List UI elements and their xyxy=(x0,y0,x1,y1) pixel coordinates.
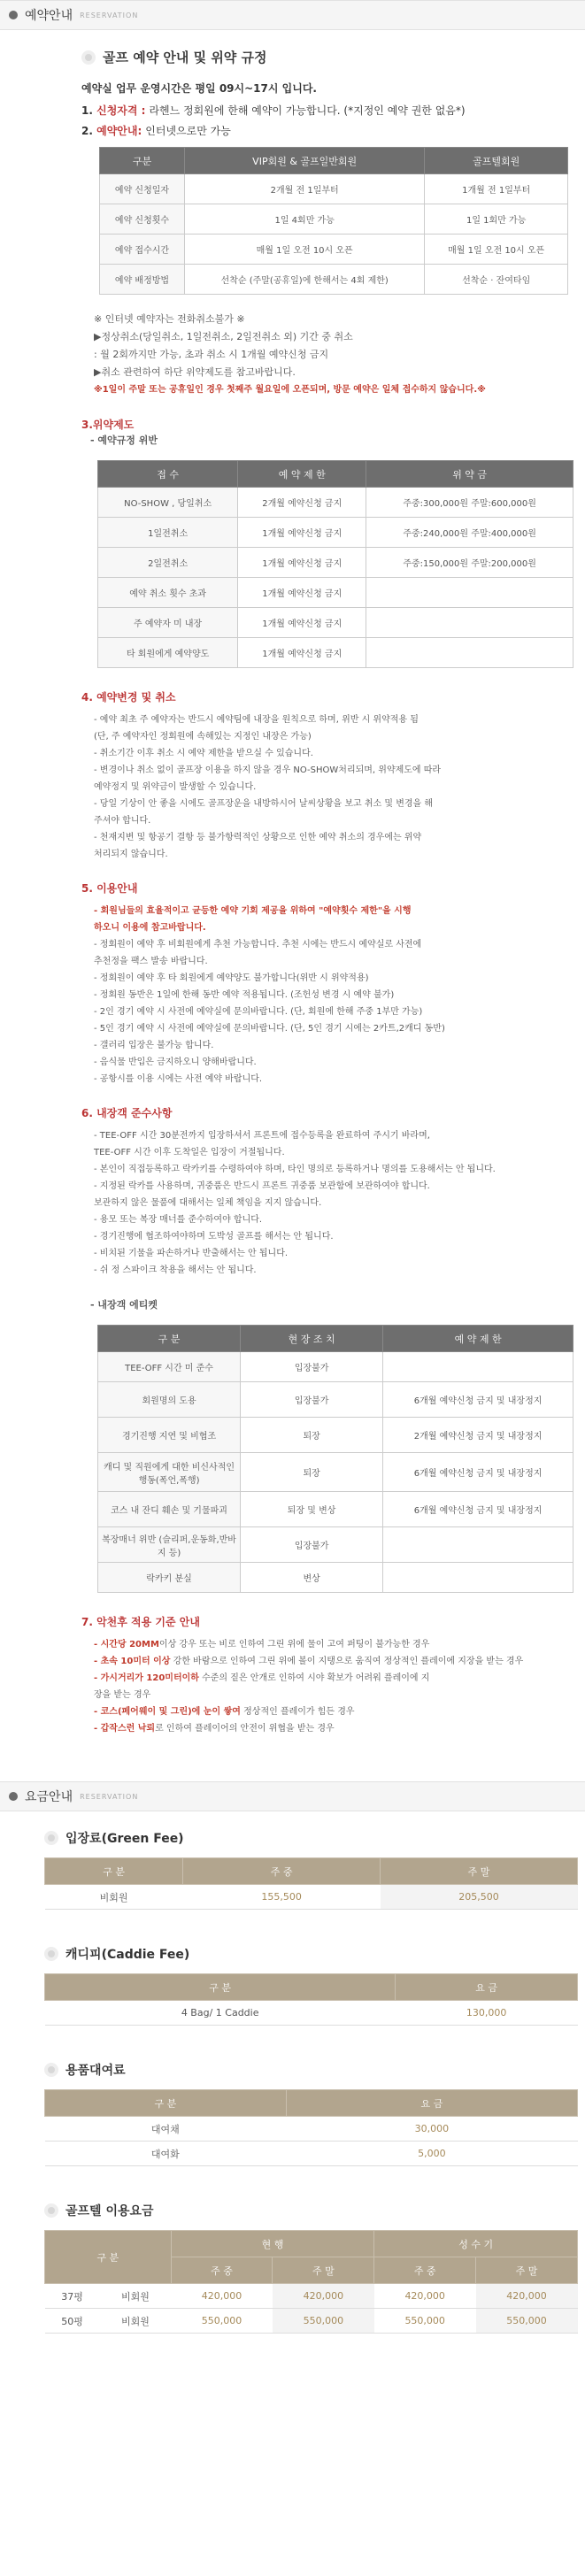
rental-table: 구 분 요 금 대여채 30,000 대여화 5,000 xyxy=(44,2089,578,2166)
section-icon xyxy=(9,11,18,19)
table-row: 예약 신청횟수 1일 4회만 가능 1일 1회만 가능 xyxy=(100,204,568,235)
table-row: 대여채 30,000 xyxy=(45,2117,578,2142)
section-1: 1. 신청자격 : 라헨느 정회원에 한해 예약이 가능합니다. (*지정인 예약 권한 없음*) xyxy=(81,104,466,117)
section-2: 2. 예약안내: 인터넷으로만 가능 xyxy=(81,124,231,137)
section-6-text: - TEE-OFF 시간 30분전까지 입장하셔서 프론트에 접수등록을 완료하여 주시기 바라며, TEE-OFF 시간 이후 도착일은 입장이 거절됩니다. - 본인이 직접등록하고 락카키를 수령하여야 하며, 타인 명의로 등록하거나 명의를 도용해서는 안 됩니다. - 지정된 락카를 사용하며, 귀중품은 반드시 프론트 귀중품 보관함에 보관하여야 합니다. 보관하지 않은 물품에 대해서는 일체 책임을 지지 않습니다. - 용모 또는 복장 매너를 준수하여야 합니다. - 경기진행에 협조하여야하며 도박성 골프를 해서는 안 됩니다. - 비치된 기물을 파손하거나 반출해서는 안 됩니다. - 쉬 정 스파이크 착용을 해서는 안 됩니다. xyxy=(94,1131,496,1275)
section-5-text: - 회원님들의 효율적이고 균등한 예약 기회 제공을 위하여 "예약횟수 제한"을 시행 하오니 이용에 참고바랍니다. - 정회원이 예약 후 비회원에게 추천 가능합니다. 추천 시에는 반드시 예약실로 사전에 추천정을 팩스 발송 바랍니다. - 정회원이 예약 후 타 회원에게 예약양도 불가합니다(위반 시 위약적용) - 정회원 동반은 1일에 한해 동반 예약 적용됩니다. (조헌성 변경 시 예약 불가) - 2인 경기 예약 시 사전에 예약실에 문의바랍니다. (단, 회원에 한해 주중 1부만 가능) - 5인 경기 예약 시 사전에 예약실에 문의바랍니다. (단, 5인 경기 시에는 2카트,2캐디 동반) - 갤러리 입장은 불가능 합니다. - 음식물 반입은 금지하오니 양해바랍니다. - 공항시를 이용 시에는 사전 예약 바랍니다. xyxy=(94,906,445,1084)
section-6: 6. 내장객 준수사항 xyxy=(81,1107,173,1119)
section-3-sub: - 예약규정 위반 xyxy=(90,434,158,446)
booking-notes: ※ 인터넷 예약자는 전화취소불가 ※ ▶정상취소(당일취소, 1일전취소, 2일전취소 외) 기간 중 취소 : 월 2회까지만 가능, 초과 취소 시 1개월 예약신청 금지 ▶취소 관련하여 하단 위약제도를 참고바랍니다. ※1일이 주말 또는 공휴일인 경우 첫째주 월요일에 오픈되며, 방문 예약은 일체 접수하지 않습니다.※ xyxy=(94,313,486,395)
table-row: 비회원 155,500 205,500 xyxy=(45,1885,578,1910)
th: 구분 xyxy=(100,148,185,174)
caddie-fee-section: 캐디피(Caddie Fee) 구 분 요 금 4 Bag/ 1 Caddie 130,000 xyxy=(0,1927,585,2043)
green-fee-table: 구 분 주 중 주 말 비회원 155,500 205,500 xyxy=(44,1857,578,1910)
reservation-section-header xyxy=(0,0,585,30)
table-row: NO-SHOW , 당일취소 2개월 예약신청 금지 주중:300,000원 주말:600,000원 xyxy=(98,488,573,518)
table-row: 캐디 및 직원에게 대한 비신사적인 행동(폭언,폭행) 퇴장 6개월 예약신청 금지 및 내장정지 xyxy=(98,1453,573,1492)
table-row: 2일전취소 1개월 예약신청 금지 주중:150,000원 주말:200,000원 xyxy=(98,548,573,578)
th: 골프텔회원 xyxy=(425,148,568,174)
green-fee-section: 입장료(Green Fee) 구 분 주 중 주 말 비회원 155,500 205,500 xyxy=(0,1811,585,1927)
section-4-text: - 예약 최초 주 예약자는 반드시 예약팀에 내장을 원칙으로 하며, 위반 시 위약적용 됨 (단, 주 예약자인 정회원에 속해있는 지정인 내장은 가능) - 취소기간 이후 취소 시 예약 제한을 받으실 수 있습니다. - 변경이나 취소 없이 골프장 이용을 하지 않을 경우 NO-SHOW처리되며, 위약제도에 따라 예약정지 및 위약금이 발생할 수 있습니다. - 당일 기상이 안 좋을 시에도 골프장운을 내방하시어 날씨상황을 보고 취소 및 변경을 해 주셔야 합니다. - 천재지변 및 항공기 결항 등 불가항력적인 상황으로 인한 예약 취소의 경우에는 위약 처리되지 않습니다. xyxy=(94,715,442,859)
table-row: TEE-OFF 시간 미 준수 입장불가 xyxy=(98,1352,573,1382)
table-row: 예약 배정방법 선착순 (주말(공휴일)에 한해서는 4회 제한) 선착순 · 잔여타임 xyxy=(100,265,568,295)
section-5: 5. 이용안내 xyxy=(81,882,138,895)
circle-bullet-icon xyxy=(81,50,96,65)
etiquette-table: 구 분 현 장 조 치 예 약 제 한 TEE-OFF 시간 미 준수 입장불가 회원명의 도용 입장불가 6개월 예약신청 금지 및 내장정지 경기진행 지연 및 비협조 퇴장 2개월 예약신청 금지 및 내장정지 캐디 및 직원에게 대한 비신사적인 행동(폭언,폭행) 퇴장 6개월 예약신청 금지 및 내장정지 코스 내 잔디 훼손 및 기물파괴 퇴장 및 변상 6개월 예약신청 금지 및 내장정지 복장매너 위반 (슬리퍼,운동화,반바지 등) 입장불가 락카키 분실 변상 xyxy=(97,1325,573,1593)
section-7: 7. 악천후 적용 기준 안내 xyxy=(81,1616,200,1628)
th: VIP회원 & 골프일반회원 xyxy=(185,148,425,174)
table-row: 주 예약자 미 내장 1개월 예약신청 금지 xyxy=(98,608,573,638)
table-row: 타 회원에게 예약양도 1개월 예약신청 금지 xyxy=(98,638,573,668)
section-6-sub: - 내장객 에티켓 xyxy=(90,1299,158,1311)
circle-bullet-icon xyxy=(44,2063,58,2077)
section-4: 4. 예약변경 및 취소 xyxy=(81,691,176,704)
table-row: 회원명의 도용 입장불가 6개월 예약신청 금지 및 내장정지 xyxy=(98,1382,573,1418)
office-hours: 예약실 업무 운영시간은 평일 09시~17시 입니다. xyxy=(81,82,317,95)
table-row: 예약 취소 횟수 초과 1개월 예약신청 금지 xyxy=(98,578,573,608)
booking-table xyxy=(99,147,568,295)
caddie-fee-table: 구 분 요 금 4 Bag/ 1 Caddie 130,000 xyxy=(44,1973,578,2026)
circle-bullet-icon xyxy=(44,2203,58,2218)
section-7-text: - 시간당 20MM이상 강우 또는 비로 인하여 그린 위에 물이 고여 퍼팅이 불가능한 경우 - 초속 10미터 이상 강한 바람으로 인하여 그린 위에 볼이 지탱으로 움직여 정상적인 플레이에 지장을 받는 경우 - 가시거리가 120미터이하 수준의 짙은 안개로 인하여 시야 확보가 어려워 플레이에 지 장을 받는 경우 - 코스(페어웨이 및 그린)에 눈이 쌓여 정상적인 플레이가 힘든 경우 - 갑작스런 낙뢰로 인하여 플레이어의 안전이 위협을 받는 경우 xyxy=(94,1640,524,1734)
section-3: 3.위약제도 xyxy=(81,419,135,431)
penalty-table: 접 수 예 약 제 한 위 약 금 NO-SHOW , 당일취소 2개월 예약신청 금지 주중:300,000원 주말:600,000원 1일전취소 1개월 예약신청 금지 주중:240,000원 주말:400,000원 2일전취소 1개월 예약신청 금지 주중:150,000원 주말:200,000원 예약 취소 횟수 초과 1개월 예약신청 금지 주 예약자 미 내장 1개월 예약신청 금지 타 회원에게 예약양도 1개월 예약신청 금지 xyxy=(97,460,573,668)
circle-bullet-icon xyxy=(44,1947,58,1961)
table-row: 복장매너 위반 (슬리퍼,운동화,반바지 등) 입장불가 xyxy=(98,1527,573,1563)
table-row: 4 Bag/ 1 Caddie 130,000 xyxy=(45,2001,578,2026)
table-row: 락카키 분실 변상 xyxy=(98,1563,573,1593)
table-row: 예약 접수시간 매월 1일 오전 10시 오픈 매월 1일 오전 10시 오픈 xyxy=(100,235,568,265)
golftel-section: 골프텔 이용요금 구 분 현 행 성 수 기 주 중 주 말 주 중 주 말 37평 비회원 420,000 420,000 420,000 420,000 50평 비회원 550,000 550,000 550,000 550,000 xyxy=(0,2184,585,2351)
table-row: 예약 신청일자 2개월 전 1일부터 1개월 전 1일부터 xyxy=(100,174,568,204)
table-row: 50평 비회원 550,000 550,000 550,000 550,000 xyxy=(45,2309,578,2334)
rental-section: 용품대여료 구 분 요 금 대여채 30,000 대여화 5,000 xyxy=(0,2043,585,2184)
section-eng-title: RESERVATION xyxy=(80,11,139,19)
table-row: 37평 비회원 420,000 420,000 420,000 420,000 xyxy=(45,2284,578,2309)
table-row: 경기진행 지연 및 비협조 퇴장 2개월 예약신청 금지 및 내장정지 xyxy=(98,1418,573,1453)
table-row: 1일전취소 1개월 예약신청 금지 주중:240,000원 주말:400,000원 xyxy=(98,518,573,548)
section-icon xyxy=(9,1792,18,1801)
circle-bullet-icon xyxy=(44,1831,58,1845)
golftel-table: 구 분 현 행 성 수 기 주 중 주 말 주 중 주 말 37평 비회원 420,000 420,000 420,000 420,000 50평 비회원 550,000 550,000 550,000 550,000 xyxy=(44,2230,578,2334)
fee-section-header: 요금안내 RESERVATION xyxy=(0,1781,585,1811)
section-title: 예약안내 xyxy=(25,9,73,23)
rules-title: 골프 예약 안내 및 위약 규정 xyxy=(81,48,532,66)
table-row: 대여화 5,000 xyxy=(45,2142,578,2166)
table-row: 코스 내 잔디 훼손 및 기물파괴 퇴장 및 변상 6개월 예약신청 금지 및 내장정지 xyxy=(98,1492,573,1527)
